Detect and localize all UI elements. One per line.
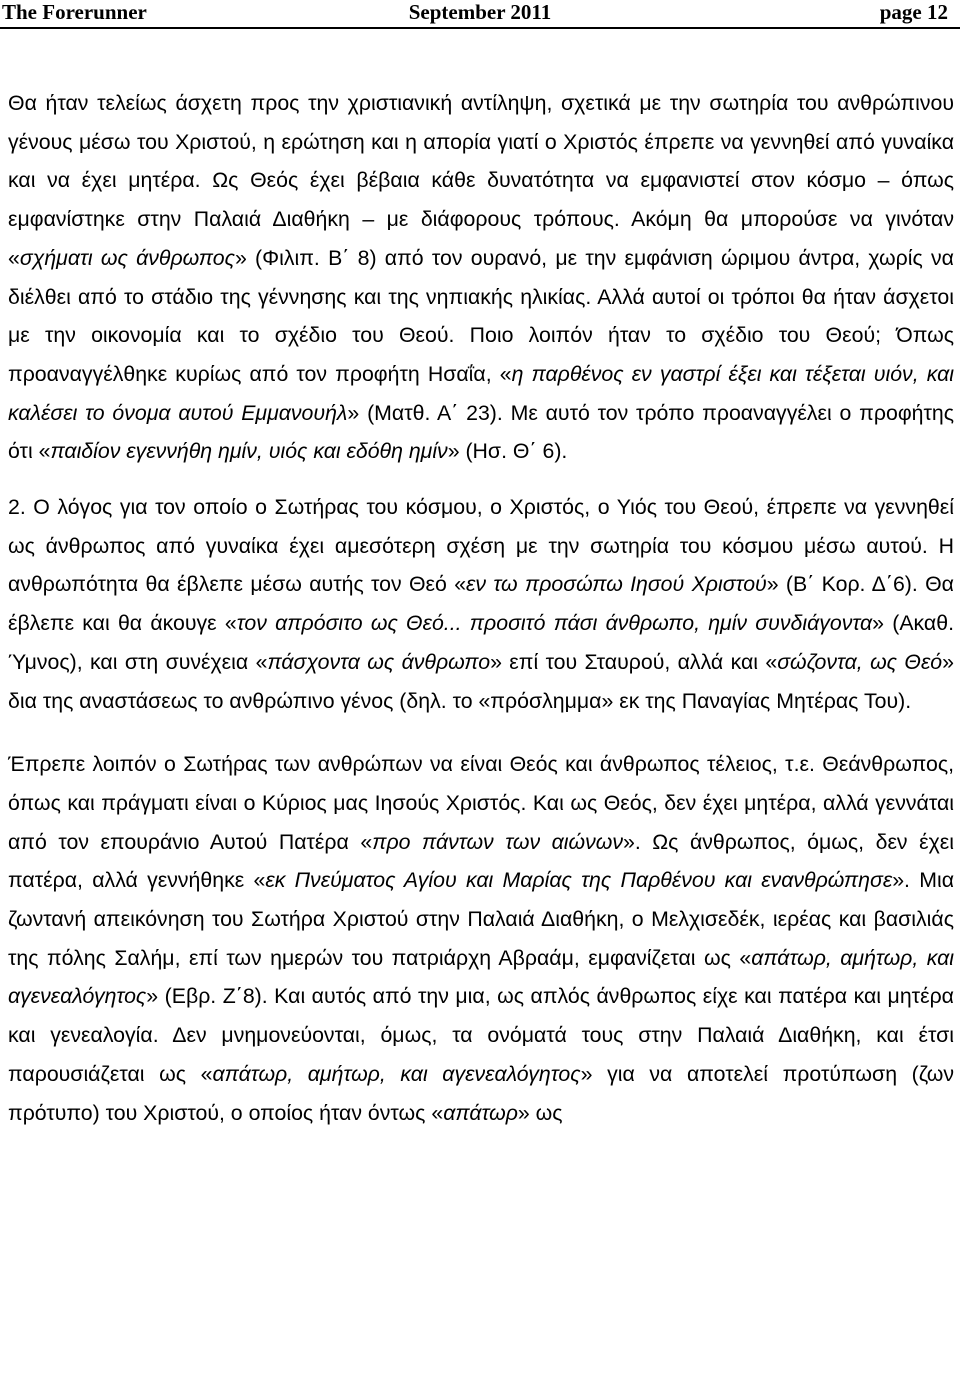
text-segment: » (Ησ. Θ΄ 6). <box>447 439 568 464</box>
page-header <box>0 0 960 26</box>
text-segment: » (Φιλιπ. Β΄ 8) από τον ουρανό, με την εμφάνιση ώριμου άντρα, χωρίς να διέλθει από το στάδιο της γέννησης και της νηπιακής ηλικίας. Αλλά αυτοί οι τρόποι θα ήταν άσχετοι με την οικονομία και το σχέδιο του Θεού. Ποιο λοιπόν ήταν το σχέδιο του Θεού; Όπως προαναγγέλθηκε κυρίως από τον προφήτη Ησαΐα, « <box>8 245 954 386</box>
scripture-quote: απάτωρ, αμήτωρ, και αγενεαλόγητος <box>8 945 954 1009</box>
text-segment: » ως <box>517 1100 563 1125</box>
text-segment: » (Εβρ. Ζ΄8). Και αυτός από την μια, ως απλός άνθρωπος είχε και πατέρα και μητέρα και γενεαλογία. Δεν μνημονεύονται, όμως, τα ονόματά τους στην Παλαιά Διαθήκη, και έτσι παρουσιάζεται ως « <box>8 984 954 1086</box>
scripture-quote: η παρθένος εν γαστρί έξει και τέξεται υιόν, και καλέσει το όνομα αυτού Εμμανουήλ <box>8 361 955 425</box>
text-segment: » για να αποτελεί προτύπωση (ζων πρότυπο) του Χριστού, ο οποίος ήταν όντως « <box>8 1061 954 1125</box>
scripture-quote: πάσχοντα ως άνθρωπο <box>267 649 491 674</box>
scripture-quote: εν τω προσώπω Ιησού Χριστού <box>466 572 767 597</box>
text-segment: » δια της αναστάσεως το ανθρώπινο γένος (δηλ. το «πρόσλημμα» εκ της Παναγίας Μητέρας Του). <box>8 649 955 713</box>
paragraph-3 <box>8 745 954 1132</box>
scripture-quote: απάτωρ <box>443 1100 518 1125</box>
header-rule <box>0 27 960 29</box>
publication-title: The Forerunner <box>2 0 147 24</box>
scripture-quote: παιδίον εγεννήθη ημίν, υιός και εδόθη ημίν <box>50 439 448 464</box>
text-segment: » επί του Σταυρού, αλλά και « <box>490 649 778 674</box>
text-segment: » (Β΄ Κορ. Δ΄6). Θα έβλεπε και θα άκουγε « <box>8 572 954 636</box>
text-segment: 2. Ο λόγος για τον οποίο ο Σωτήρας του κόσμου, ο Χριστός, ο Υιός του Θεού, έπρεπε να γεννηθεί ως άνθρωπος από γυναίκα έχει αμεσότερη σχέση με την σωτηρία του κόσμου μέσω αυτού. Η ανθρωπότητα θα έβλεπε μέσω αυτής τον Θεό « <box>8 495 954 597</box>
page-number: page 12 <box>879 0 948 24</box>
text-segment: » (Ακαθ. Ύμνος), και στη συνέχεια « <box>8 611 954 674</box>
scripture-quote: απάτωρ, αμήτωρ, και αγενεαλόγητος <box>212 1061 581 1086</box>
text-segment: Θα ήταν τελείως άσχετη προς την χριστιανική αντίληψη, σχετικά με την σωτηρία του ανθρώπινου γένους μέσω του Χριστού, η ερώτηση και η απορία γιατί ο Χριστός έπρεπε να γεννηθεί από γυναίκα και να έχει μητέρα. Ως Θεός έχει βέβαια κάθε δυνατότητα να εμφανιστεί στον κόσμο – όπως εμφανίστηκε στην Παλαιά Διαθήκη – με διάφορους τρόπους. Ακόμη θα μπορούσε να γινόταν « <box>8 91 954 270</box>
article-body <box>8 84 954 1132</box>
text-segment: ». Ως άνθρωπος, όμως, δεν έχει πατέρα, αλλά γεννήθηκε « <box>8 829 954 893</box>
text-segment: Έπρεπε λοιπόν ο Σωτήρας των ανθρώπων να είναι Θεός και άνθρωπος τέλειος, τ.ε. Θεάνθρωπος, όπως και πράγματι είναι ο Κύριος μας Ιησούς Χριστός. Και ως Θεός, δεν έχει μητέρα, αλλά γεννάται από τον επουράνιο Αυτού Πατέρα « <box>8 752 954 854</box>
scripture-quote: σχήματι ως άνθρωπος <box>19 245 235 270</box>
text-segment: ». Μια ζωντανή απεικόνηση του Σωτήρα Χριστού στην Παλαιά Διαθήκη, ο Μελχισεδέκ, ιερέας και βασιλιάς της πόλης Σαλήμ, επί των ημερών του πατριάρχη Αβραάμ, εμφανίζεται ως « <box>8 868 955 970</box>
scripture-quote: εκ Πνεύματος Αγίου και Μαρίας της Παρθένου και ενανθρώπησε <box>265 868 893 893</box>
paragraph-1 <box>8 84 954 471</box>
scripture-quote: σώζοντα, ως Θεό <box>777 649 943 674</box>
scripture-quote: τον απρόσιτο ως Θεό... προσιτό πάσι άνθρωπο, ημίν συνδιάγοντα <box>236 611 873 636</box>
paragraph-2 <box>8 488 954 720</box>
issue-date: September 2011 <box>408 0 552 24</box>
text-segment: » (Ματθ. Α΄ 23). Με αυτό τον τρόπο προαναγγέλει ο προφήτης ότι « <box>8 400 954 464</box>
scripture-quote: προ πάντων των αιώνων <box>372 829 623 854</box>
